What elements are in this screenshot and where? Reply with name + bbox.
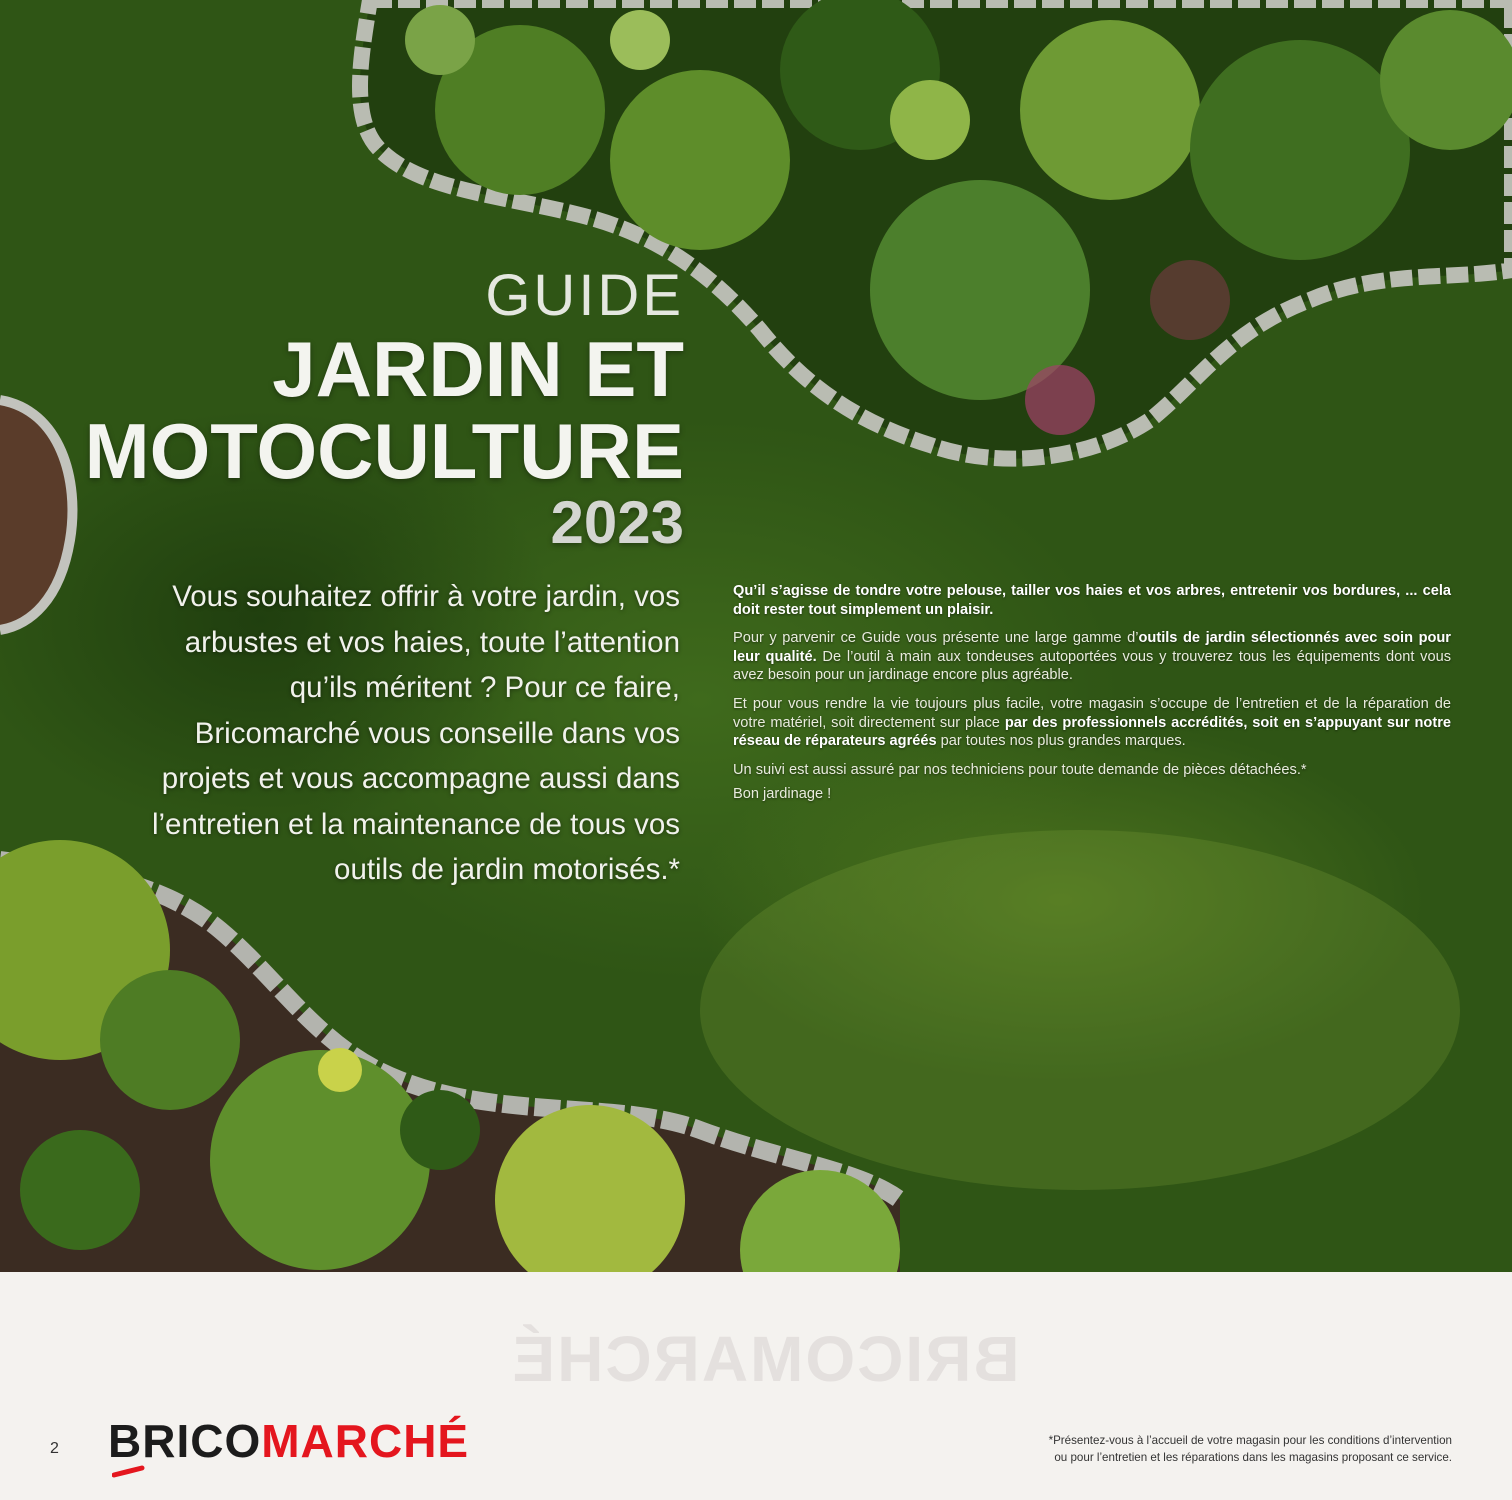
intro-paragraph: Vous souhaitez offrir à votre jardin, vos arbustes et vos haies, toute l’attention qu’ils méritent ? Pour ce faire, Bricomarché vous conseille dans vos projets et vous accompagne aussi dans l’entretien et la maintenance de tous vos outils de jardin motorisés.* — [151, 580, 680, 886]
page-title — [84, 325, 684, 495]
text-span: De l’outil à main aux tondeuses autoportées vous y trouverez tous les équipements dont vous avez besoin pour un jardinage encore plus agréable. — [733, 648, 1451, 684]
guide-label: GUIDE — [485, 263, 684, 328]
paragraph-tools — [733, 629, 1451, 685]
title-line-1: JARDIN ET — [272, 325, 684, 413]
bold-span: par des professionnels accrédités, soit en s’appuyant sur notre réseau de réparateurs agréés — [733, 714, 1451, 750]
logo-brico: BRICO — [108, 1415, 262, 1467]
logo-swoosh-icon — [112, 1465, 152, 1479]
body-text — [733, 582, 1451, 810]
bold-span: outils de jardin sélectionnés avec soin pour leur qualité. — [733, 630, 1451, 665]
paragraph-parts: Un suivi est aussi assuré par nos techniciens pour toute demande de pièces détachées.* — [733, 761, 1307, 778]
page-number: 2 — [50, 1440, 59, 1457]
footnote-line-2: ou pour l’entretien et les réparations dans les magasins proposant ce service. — [1054, 1451, 1452, 1464]
show-through-logo: BRICOMARCHÉ — [510, 1323, 1020, 1395]
closing-line: Bon jardinage ! — [733, 786, 832, 803]
title-year: 2023 — [550, 489, 684, 556]
lead-paragraph: Qu’il s’agisse de tondre votre pelouse, tailler vos haies et vos arbres, entretenir vos bordures, ... cela doit rester tout simplement un plaisir. — [733, 583, 1451, 618]
text-span: Et pour vous rendre la vie toujours plus facile, votre magasin s’occupe de l’entretien et de la réparation de votre matériel, soit directement sur place — [733, 695, 1451, 731]
text-span: par toutes nos plus grandes marques. — [936, 733, 1186, 750]
text-span: Pour y parvenir ce Guide vous présente une large gamme d’ — [733, 630, 1139, 647]
footnote-line-1: *Présentez-vous à l’accueil de votre magasin pour les conditions d’intervention — [1048, 1434, 1452, 1447]
paragraph-service — [733, 695, 1451, 751]
bricomarche-logo — [108, 1414, 469, 1468]
footnote — [852, 1432, 1452, 1466]
logo-marche: MARCHÉ — [261, 1415, 470, 1467]
title-line-2: MOTOCULTURE — [84, 407, 684, 495]
